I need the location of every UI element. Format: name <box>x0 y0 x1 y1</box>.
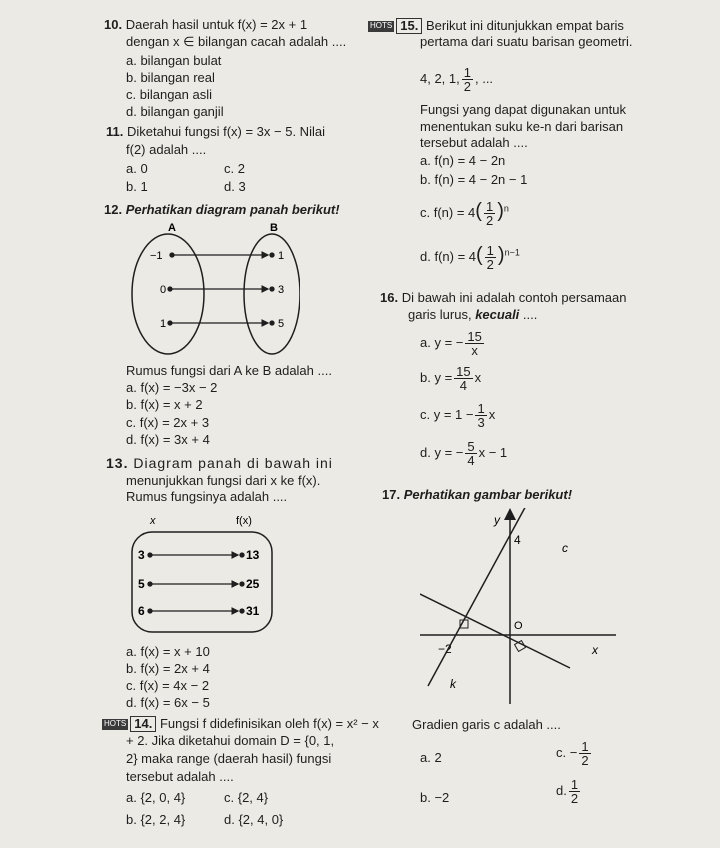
q10-opt-d[interactable]: d. bilangan ganjil <box>126 104 224 119</box>
q14-line1: HOTS 14. Fungsi f didefinisikan oleh f(x) = x² − x <box>104 716 379 731</box>
q15-opt-b[interactable]: b. f(n) = 4 − 2n − 1 <box>420 172 528 187</box>
q17-x-label: x <box>592 643 598 657</box>
q13-opt-a[interactable]: a. f(x) = x + 10 <box>126 644 210 659</box>
q15-line1: HOTS 15. Berikut ini ditunjukkan empat baris <box>370 18 624 33</box>
q15-line4: menentukan suku ke-n dari barisan <box>420 119 624 134</box>
q10-opt-b[interactable]: b. bilangan real <box>126 70 215 85</box>
q10-opt-c[interactable]: c. bilangan asli <box>126 87 212 102</box>
hots-tag: HOTS <box>104 719 127 729</box>
q12-opt-a[interactable]: a. f(x) = −3x − 2 <box>126 380 218 395</box>
q14-opt-d[interactable]: d. {2, 4, 0} <box>224 812 284 827</box>
q17-opt-c[interactable]: c. − $\frac{1}{2}$ <box>556 739 589 768</box>
q11-opt-c[interactable]: c. 2 <box>224 161 245 176</box>
q14-line4: tersebut adalah .... <box>126 769 234 784</box>
q11-line1: 11. Diketahui fungsi f(x) = 3x − 5. Nilai <box>106 124 325 139</box>
q10-line2: dengan x ∈ bilangan cacah adalah .... <box>126 34 347 49</box>
q17-title: 17. Perhatikan gambar berikut! <box>382 487 573 502</box>
q17-opt-d[interactable]: d. $\frac{1}{2}$ <box>556 777 579 806</box>
q17-line-c <box>428 508 528 686</box>
q13-set-f-label: f(x) <box>236 515 252 527</box>
q13-f-value: 25 <box>246 577 260 591</box>
q13-opt-b[interactable]: b. f(x) = 2x + 4 <box>126 661 210 676</box>
q16-opt-c[interactable]: c. y = 1 − $\frac{1}{3}$ x <box>420 401 496 430</box>
q15-line3: Fungsi yang dapat digunakan untuk <box>420 102 626 117</box>
q14-line2: + 2. Jika diketahui domain D = {0, 1, <box>126 733 335 748</box>
q14-opt-a[interactable]: a. {2, 0, 4} <box>126 790 186 805</box>
q17-y-label: y <box>494 513 500 527</box>
q17-label-c: c <box>562 541 568 555</box>
q13-set-x-label: x <box>150 515 156 527</box>
q15-opt-a[interactable]: a. f(n) = 4 − 2n <box>420 153 506 168</box>
q14-opt-c[interactable]: c. {2, 4} <box>224 790 269 805</box>
q12-set-b-label: B <box>270 222 278 234</box>
q15-sequence: 4, 2, 1, $\frac{1}{2}$ , ... <box>420 65 494 94</box>
q14-line3: 2} maka range (daerah hasil) fungsi <box>126 751 332 766</box>
q11-line2: f(2) adalah .... <box>126 142 207 157</box>
q16-opt-b[interactable]: b. y = $\frac{15}{4}$ x <box>420 364 482 393</box>
q10-line1: 10. Daerah hasil untuk f(x) = 2x + 1 <box>104 17 308 32</box>
q15-line2: pertama dari suatu barisan geometri. <box>420 34 633 49</box>
q13-f-value: 13 <box>246 548 260 562</box>
q12-prompt: Rumus fungsi dari A ke B adalah .... <box>126 363 332 378</box>
q13-line3: Rumus fungsinya adalah .... <box>126 489 288 504</box>
q12-set-a-oval <box>132 234 204 354</box>
q13-line2: menunjukkan fungsi dari x ke f(x). <box>126 473 321 488</box>
q12-a-value: 0 <box>160 284 167 296</box>
q17-opt-a[interactable]: a. 2 <box>420 750 442 765</box>
q13-f-value: 31 <box>246 604 260 618</box>
q17-opt-b[interactable]: b. −2 <box>420 790 450 805</box>
q17-label-neg2: −2 <box>438 642 452 656</box>
q12-set-b-oval <box>244 234 300 354</box>
q17-prompt: Gradien garis c adalah .... <box>412 717 561 732</box>
q16-opt-a[interactable]: a. y = − $\frac{15}{x}$ <box>420 329 482 358</box>
q15-opt-d[interactable]: d. f(n) = 4( $\frac{1}{2}$ )$^{n-1}$ <box>420 243 520 273</box>
q16-line1: 16. Di bawah ini adalah contoh persamaan <box>380 290 627 305</box>
q12-a-value: −1 <box>150 250 163 262</box>
q17-line-graph <box>420 508 620 708</box>
q17-origin-label: O <box>514 620 523 632</box>
q12-set-a-label: A <box>168 222 176 234</box>
q14-opt-b[interactable]: b. {2, 2, 4} <box>126 812 186 827</box>
q10-opt-a[interactable]: a. bilangan bulat <box>126 53 222 68</box>
q13-line1: 13. Diagram panah di bawah ini <box>106 455 333 471</box>
q12-opt-c[interactable]: c. f(x) = 2x + 3 <box>126 415 210 430</box>
q13-opt-d[interactable]: d. f(x) = 6x − 5 <box>126 695 210 710</box>
q13-arrow-diagram <box>130 512 290 638</box>
q12-opt-b[interactable]: b. f(x) = x + 2 <box>126 397 203 412</box>
q13-x-value: 6 <box>138 604 145 618</box>
q11-opt-a[interactable]: a. 0 <box>126 161 148 176</box>
q12-title: 12. Perhatikan diagram panah berikut! <box>104 202 340 217</box>
q13-opt-c[interactable]: c. f(x) = 4x − 2 <box>126 678 210 693</box>
q12-a-value: 1 <box>160 318 167 330</box>
q16-line2: garis lurus, kecuali .... <box>408 307 538 322</box>
q11-opt-b[interactable]: b. 1 <box>126 179 148 194</box>
q12-b-value: 5 <box>278 318 285 330</box>
q12-opt-d[interactable]: d. f(x) = 3x + 4 <box>126 432 210 447</box>
q12-b-value: 3 <box>278 284 285 296</box>
q11-opt-d[interactable]: d. 3 <box>224 179 246 194</box>
q13-x-value: 3 <box>138 548 145 562</box>
q15-line5: tersebut adalah .... <box>420 135 528 150</box>
q16-opt-d[interactable]: d. y = − $\frac{5}{4}$ x − 1 <box>420 439 508 468</box>
q12-arrow-diagram <box>130 218 300 358</box>
hots-tag: HOTS <box>370 21 393 31</box>
q13-x-value: 5 <box>138 577 145 591</box>
q17-label-4: 4 <box>514 533 521 547</box>
q17-line-k <box>420 594 570 668</box>
q15-opt-c[interactable]: c. f(n) = 4( $\frac{1}{2}$ )$^n$ <box>420 199 509 229</box>
q17-label-k: k <box>450 677 456 691</box>
q12-b-value: 1 <box>278 250 285 262</box>
